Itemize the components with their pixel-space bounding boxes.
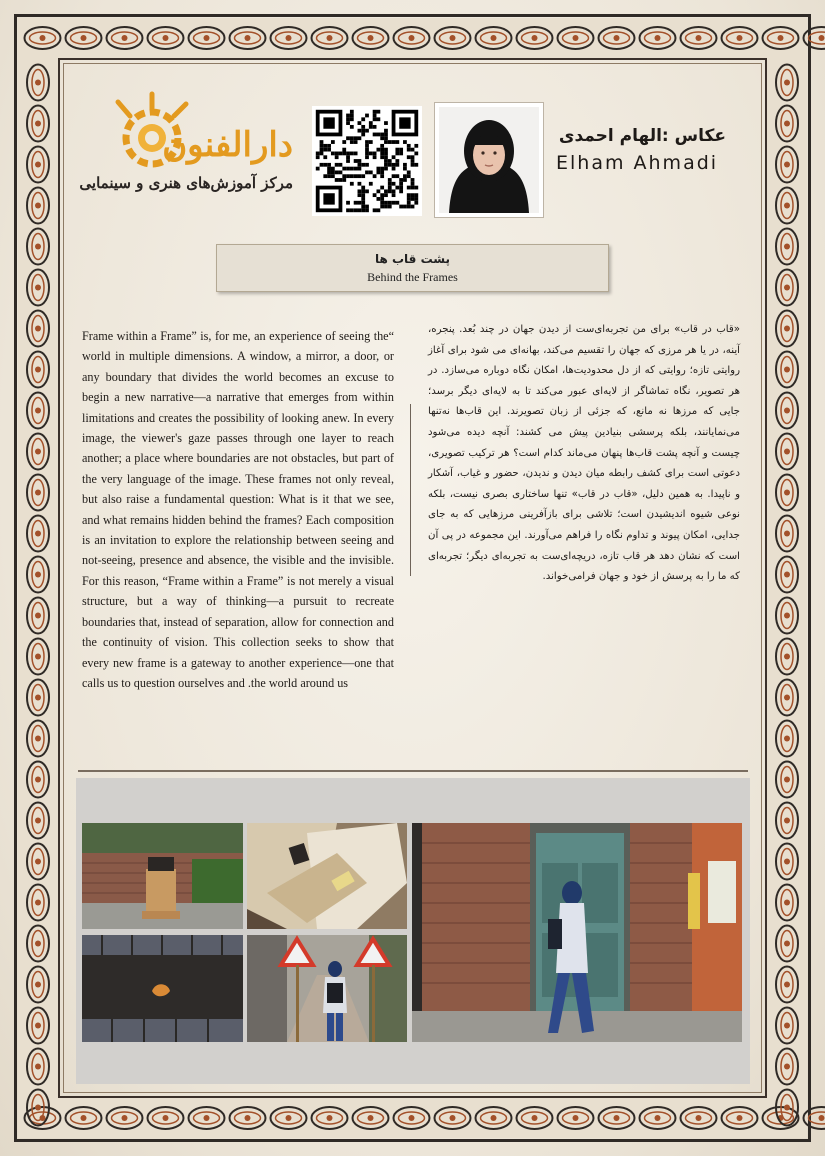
title-persian: پشت قاب ها bbox=[374, 252, 451, 266]
svg-text:مرکز آموزش‌های هنری و سینمایی: مرکز آموزش‌های هنری و سینمایی bbox=[79, 174, 293, 192]
statement-persian: «قاب در قاب» برای من تجربه‌ای‌ست از دیدن جهان در چند بُعد. پنجره، آینه، در یا هر مرزی که جهان را تقسیم می‌کند، بهانه‌ای می شود برای آغاز روایتی تازه؛ روایتی که از دل محدودیت‌ها، امکان نگاه دوباره می‌سازد. در هر تصویر، نگاه تماشاگر از لایه‌ای عبور می‌کند تا به لایه‌ای دیگر برسد؛ جایی که مرزها نه مانع، که جزئی از زبان تصویرند. این قاب‌ها نه‌تنها می‌نمایانند، بلکه پرسشی بنیادین پیش می کشند: آنچه دیده می‌شود چیست و آنچه پشت قاب‌ها پنهان می‌ماند کدام است؟ هر ترکیب تصویری، دعوتی است برای کشف رابطه میان دیدن و ندیدن، حضور و غیاب، آشکار و ناپیدا. به همین دلیل، «قاب در قاب» تنها ساختاری بصری نیست، بلکه نوعی شیوه اندیشیدن است؛ تلاشی برای بازآفرینی مرزهایی که به جای جدایی، امکان پیوند و تداوم نگاه را فراهم می‌آورند. این مجموعه در پی آن است که نشان دهد هر قاب تازه، دریچه‌ای‌ست به تجربه‌ای دیگر؛ تجربه‌ای که ما را به پرسش از خود و جهان فرامی‌خواند. bbox=[428, 324, 740, 583]
gallery-divider bbox=[78, 770, 748, 772]
photographer-portrait bbox=[434, 102, 544, 218]
title-box bbox=[216, 244, 609, 292]
title-english: Behind the Frames bbox=[367, 270, 458, 284]
ornament-band-top bbox=[18, 18, 807, 58]
photo-leaf-on-wall[interactable] bbox=[82, 935, 243, 1042]
ornament-band-left bbox=[18, 58, 58, 1098]
qr-code[interactable] bbox=[312, 106, 422, 216]
ornament-band-right bbox=[767, 58, 807, 1098]
brand-logo bbox=[79, 96, 300, 206]
photographer-name: Elham Ahmadi bbox=[556, 152, 719, 174]
statement-english: Frame within a Frame” is, for me, an experience of seeing the“ world in multiple dimensions. A window, a mirror, a door, or any boundary that divides the world becomes an excuse to begin a new narrative—a narrative that emerges from within limitations and creates the possibility of looking anew. In every image, the viewer's gaze passes through one layer to reach another; a place where boundaries are not obstacles, but part of the very language of the image. These frames not only reveal, but also raise a fundamental question: What is it that we see, and what remains hidden behind the frames? Each composition is an invitation to explore the relationship between seeing and not-seeing, presence and absence, the visible and the invisible. For this reason, “Frame within a Frame” is not merely a visual structure, but a way of thinking—a pursuit to recreate boundaries that, instead of separation, allow for connection and the continuity of vision. This collection seeks to show that every new frame is a gateway to another experience—one that calls us to question ourselves and .the world around us bbox=[82, 329, 394, 690]
ornament-band-bottom bbox=[18, 1098, 807, 1138]
photographer-label: عکاس :الهام احمدی bbox=[558, 126, 726, 146]
photo-green-door-woman[interactable] bbox=[412, 823, 742, 1042]
photo-cardboard-detail[interactable] bbox=[247, 823, 407, 929]
svg-text:دارالفنون: دارالفنون bbox=[162, 125, 293, 165]
photo-gallery bbox=[76, 778, 750, 1084]
photo-wooden-cart[interactable] bbox=[82, 823, 243, 929]
column-divider bbox=[410, 404, 411, 576]
photo-woman-street-signs[interactable] bbox=[247, 935, 407, 1042]
